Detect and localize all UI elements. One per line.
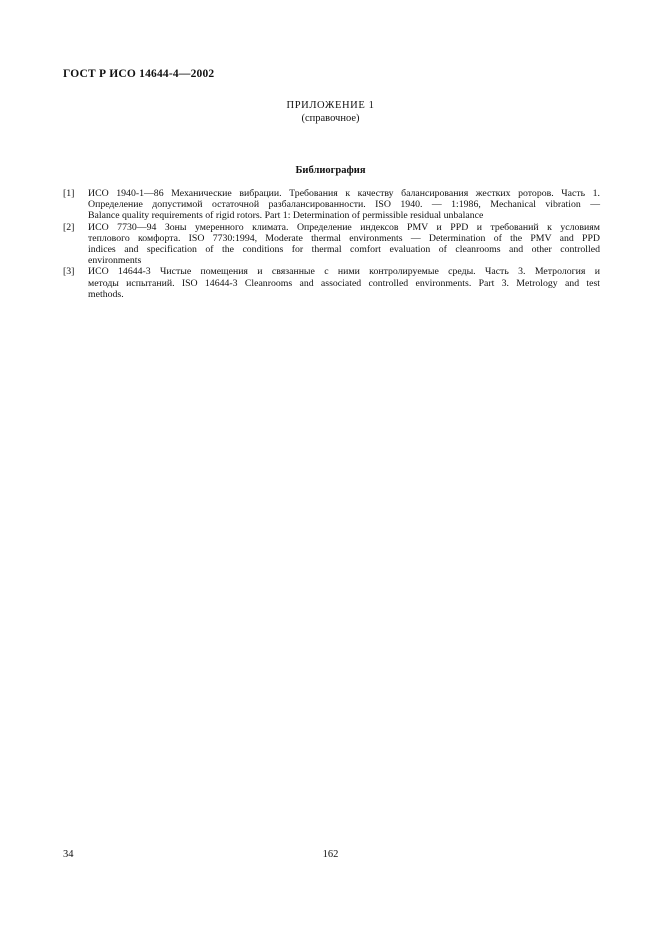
entry-number: [3] bbox=[63, 266, 75, 278]
entry-line: indices and specification of the conditions for thermal comfort evaluation of cleanrooms and other controlled bbox=[88, 244, 600, 256]
bibliography-entry bbox=[63, 222, 600, 267]
entry-line: методы испытаний. ISO 14644-3 Cleanrooms and associated controlled environments. Part 3. Metrology and test bbox=[88, 277, 600, 289]
entry-line: ИСО 14644-3 Чистые помещения и связанные с ними контролируемые среды. Часть 3. Метрология и bbox=[88, 266, 600, 278]
entry-number: [1] bbox=[63, 188, 75, 199]
appendix-title: ПРИЛОЖЕНИЕ 1 bbox=[286, 100, 375, 111]
entry-text bbox=[88, 222, 600, 267]
entry-text bbox=[88, 266, 600, 300]
bibliography-title: Библиография bbox=[295, 165, 366, 176]
appendix-subtitle: (справочное) bbox=[301, 113, 360, 124]
entry-line: ИСО 7730—94 Зоны умеренного климата. Определение индексов PMV и PPD и требований к условиям bbox=[88, 221, 600, 233]
page-number-center: 162 bbox=[322, 849, 339, 860]
entry-line: Определение допустимой остаточной разбалансированности. ISO 1940. — 1:1986, Mechanical vibration — bbox=[88, 199, 600, 211]
standard-code: ГОСТ Р ИСО 14644-4—2002 bbox=[63, 68, 215, 80]
bibliography-entry bbox=[63, 266, 600, 300]
bibliography-entry bbox=[63, 188, 600, 222]
entry-number: [2] bbox=[63, 221, 75, 233]
entry-line: ИСО 1940-1—86 Механические вибрации. Требования к качеству балансирования жестких роторов. Часть 1. bbox=[88, 188, 600, 199]
page-number-left: 34 bbox=[63, 849, 74, 860]
entry-line: environments bbox=[88, 255, 142, 267]
bibliography-list bbox=[63, 188, 600, 300]
appendix-heading bbox=[0, 99, 661, 125]
entry-text bbox=[88, 188, 600, 222]
entry-line: теплового комфорта. ISO 7730:1994, Moderate thermal environments — Determination of the PMV and PPD bbox=[88, 232, 600, 244]
entry-line: methods. bbox=[88, 288, 124, 300]
entry-line: Balance quality requirements of rigid rotors. Part 1: Determination of permissible residual unbalance bbox=[88, 210, 484, 222]
